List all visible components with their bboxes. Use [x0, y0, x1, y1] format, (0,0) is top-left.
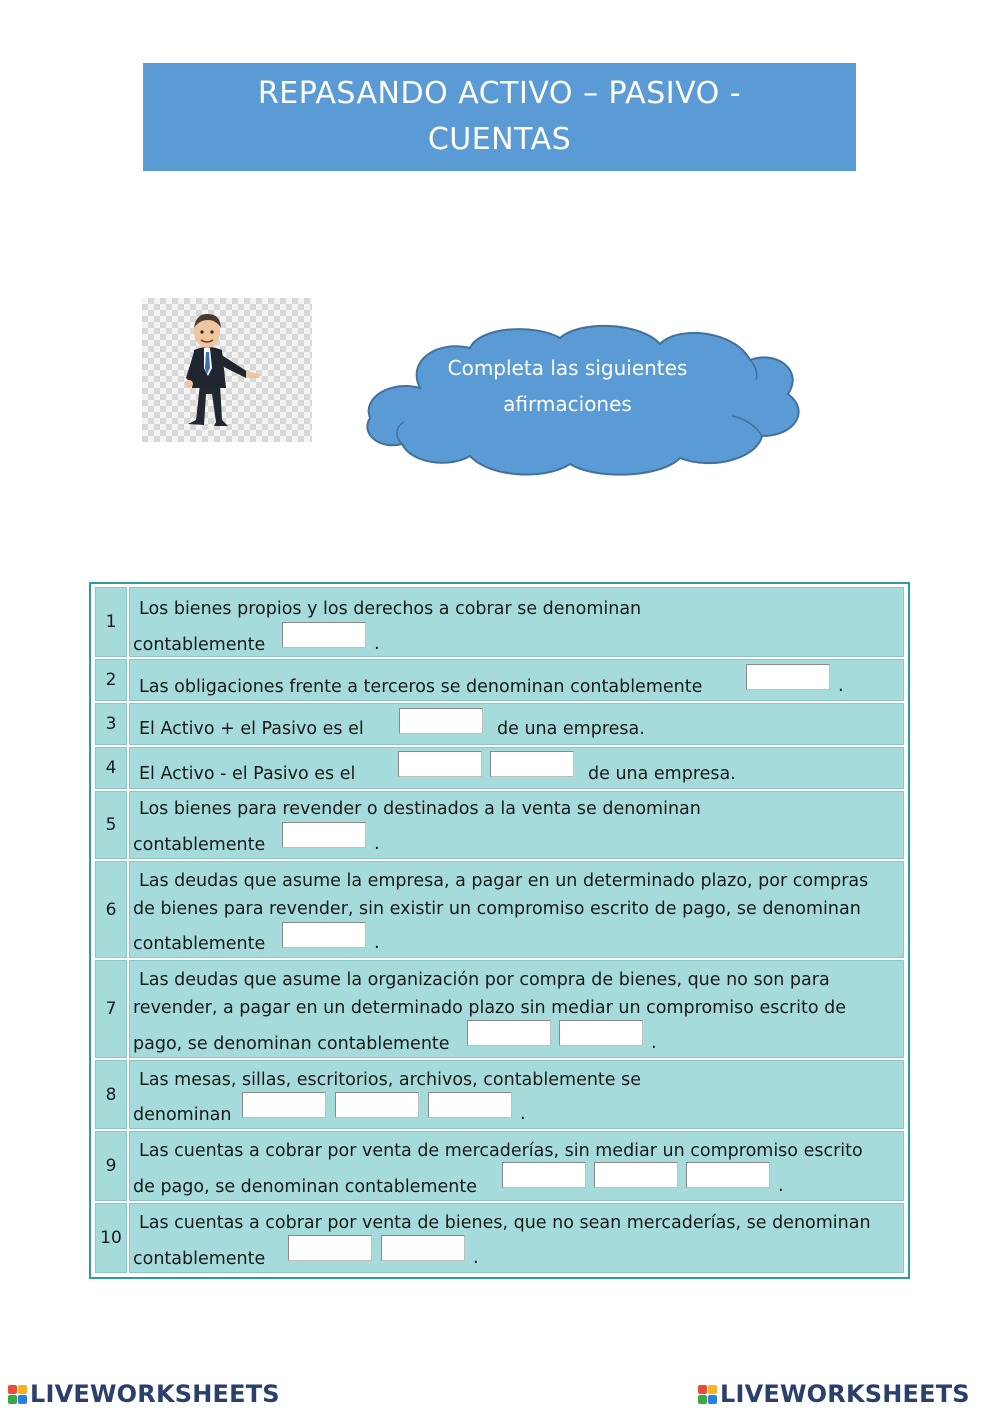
- table-row: [95, 703, 904, 745]
- answer-input[interactable]: [594, 1162, 678, 1188]
- table-row: [95, 747, 904, 789]
- row-number: 7: [95, 960, 127, 1058]
- punctuation: .: [473, 1247, 479, 1268]
- question-text: Las cuentas a cobrar por venta de bienes, que no sean mercaderías, se denominan: [139, 1213, 871, 1233]
- question-text: denominan: [133, 1105, 232, 1125]
- table-row: [95, 1203, 904, 1273]
- question-text: Las obligaciones frente a terceros se denominan contablemente: [139, 677, 703, 697]
- question-text: Las deudas que asume la empresa, a pagar en un determinado plazo, por compras: [139, 871, 869, 891]
- question-text: contablemente: [133, 835, 266, 855]
- question-text: El Activo - el Pasivo es el: [139, 764, 356, 784]
- answer-input[interactable]: [490, 751, 574, 777]
- brand-name: LIVEWORKSHEETS: [30, 1380, 280, 1408]
- question-text: de pago, se denominan contablemente: [133, 1177, 477, 1197]
- answer-input[interactable]: [399, 708, 483, 734]
- table-row: [95, 659, 904, 701]
- answer-input[interactable]: [242, 1092, 326, 1118]
- question-text: Los bienes para revender o destinados a la venta se denominan: [139, 799, 701, 819]
- punctuation: .: [374, 932, 380, 953]
- question-cell: [129, 1131, 904, 1201]
- businessman-image: [142, 298, 312, 442]
- cloud-line-2: afirmaciones: [503, 392, 632, 416]
- answer-input[interactable]: [282, 922, 366, 948]
- table-row: [95, 960, 904, 1058]
- answer-input[interactable]: [288, 1235, 372, 1261]
- liveworksheets-logo-right: [698, 1379, 970, 1409]
- answer-input[interactable]: [467, 1020, 551, 1046]
- cloud-instruction: [390, 350, 745, 422]
- table-row: [95, 861, 904, 958]
- punctuation: .: [838, 675, 844, 696]
- brand-name: LIVEWORKSHEETS: [720, 1380, 970, 1408]
- punctuation: .: [374, 833, 380, 854]
- question-text: Los bienes propios y los derechos a cobrar se denominan: [139, 599, 642, 619]
- row-number: 8: [95, 1060, 127, 1129]
- question-cell: [129, 1060, 904, 1129]
- row-number: 1: [95, 587, 127, 657]
- question-text: contablemente: [133, 635, 266, 655]
- businessman-icon: [142, 298, 312, 442]
- table-row: [95, 1131, 904, 1201]
- answer-input[interactable]: [381, 1235, 465, 1261]
- question-cell: [129, 747, 904, 789]
- liveworksheets-logo-left: [8, 1379, 280, 1409]
- answer-input[interactable]: [282, 622, 366, 648]
- question-cell: [129, 1203, 904, 1273]
- table-row: [95, 1060, 904, 1129]
- row-number: 5: [95, 791, 127, 859]
- punctuation: .: [651, 1032, 657, 1053]
- row-number: 3: [95, 703, 127, 745]
- answer-input[interactable]: [398, 751, 482, 777]
- punctuation: .: [374, 633, 380, 654]
- title-line-2: CUENTAS: [427, 122, 572, 157]
- question-cell: [129, 861, 904, 958]
- row-number: 6: [95, 861, 127, 958]
- row-number: 4: [95, 747, 127, 789]
- row-number: 9: [95, 1131, 127, 1201]
- question-cell: [129, 960, 904, 1058]
- answer-input[interactable]: [335, 1092, 419, 1118]
- question-cell: [129, 703, 904, 745]
- table-row: [95, 587, 904, 657]
- question-cell: [129, 659, 904, 701]
- question-text: Las cuentas a cobrar por venta de mercaderías, sin mediar un compromiso escrito: [139, 1141, 863, 1161]
- question-text: El Activo + el Pasivo es el: [139, 719, 364, 739]
- question-text: de una empresa.: [497, 719, 645, 739]
- title-line-1: REPASANDO ACTIVO – PASIVO -: [257, 76, 742, 111]
- question-text: Las mesas, sillas, escritorios, archivos, contablemente se: [139, 1070, 641, 1090]
- answer-input[interactable]: [686, 1162, 770, 1188]
- questions-table: [89, 582, 910, 1279]
- answer-input[interactable]: [282, 822, 366, 848]
- table-row: [95, 791, 904, 859]
- question-text: pago, se denominan contablemente: [133, 1034, 450, 1054]
- question-text: Las deudas que asume la organización por compra de bienes, que no son para: [139, 970, 830, 990]
- punctuation: .: [520, 1103, 526, 1124]
- answer-input[interactable]: [559, 1020, 643, 1046]
- answer-input[interactable]: [428, 1092, 512, 1118]
- question-text: de bienes para revender, sin existir un compromiso escrito de pago, se denominan: [133, 899, 861, 919]
- question-text: contablemente: [133, 934, 266, 954]
- row-number: 2: [95, 659, 127, 701]
- question-text: revender, a pagar en un determinado plazo sin mediar un compromiso escrito de: [133, 998, 847, 1018]
- punctuation: .: [778, 1175, 784, 1196]
- logo-grid-icon: [8, 1385, 27, 1404]
- worksheet-title: [143, 63, 856, 171]
- row-number: 10: [95, 1203, 127, 1273]
- question-text: de una empresa.: [588, 764, 736, 784]
- cloud-line-1: Completa las siguientes: [447, 356, 688, 380]
- logo-grid-icon: [698, 1385, 717, 1404]
- answer-input[interactable]: [502, 1162, 586, 1188]
- question-text: contablemente: [133, 1249, 266, 1269]
- question-cell: [129, 587, 904, 657]
- answer-input[interactable]: [746, 664, 830, 690]
- question-cell: [129, 791, 904, 859]
